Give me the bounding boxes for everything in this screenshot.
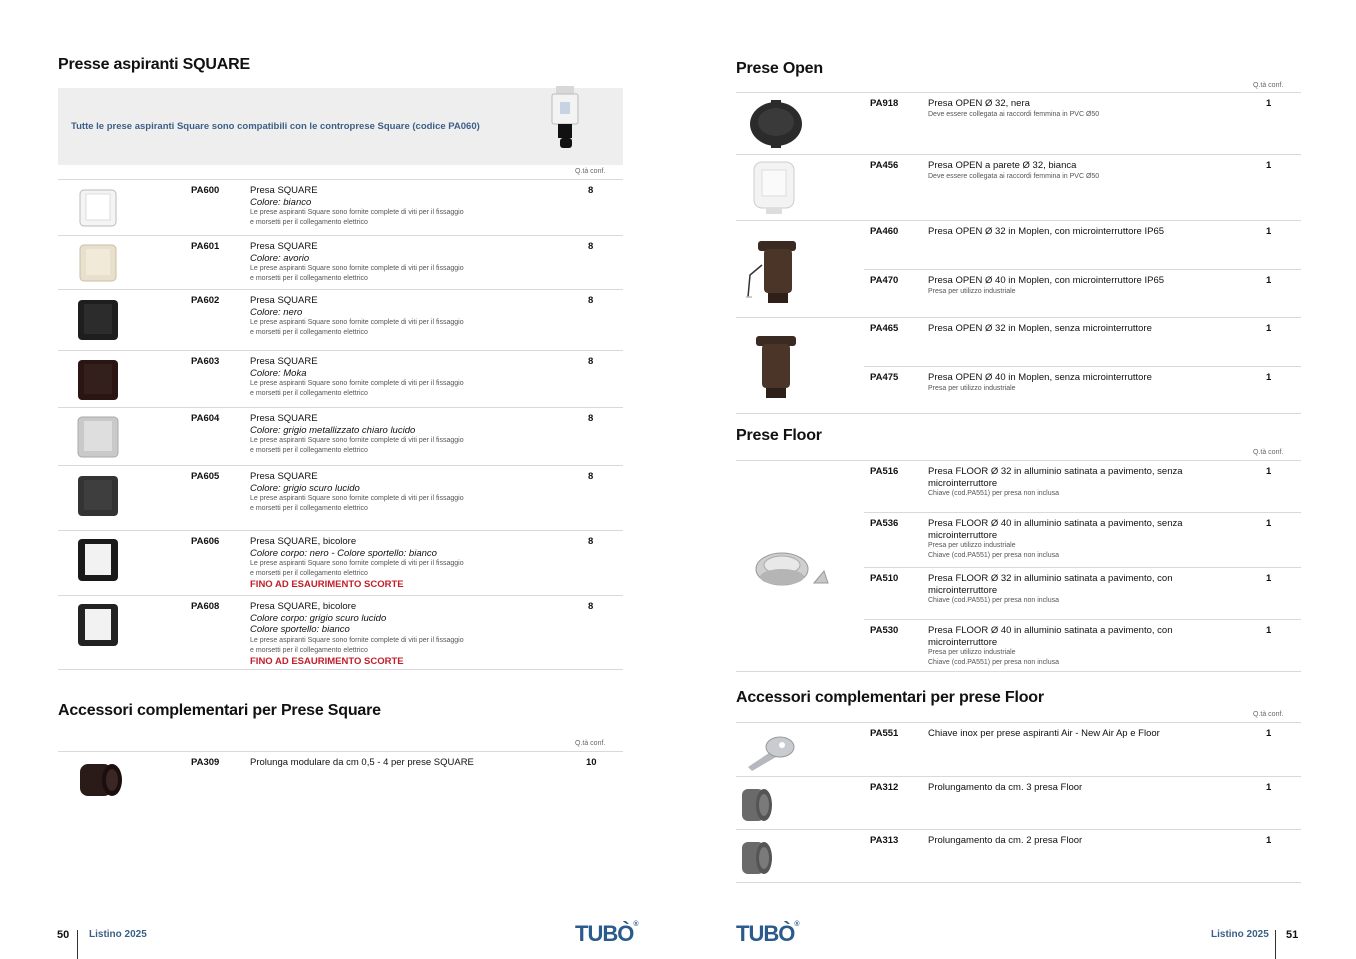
table-row — [736, 776, 1301, 829]
table-row — [58, 179, 623, 235]
product-note: Le prese aspiranti Square sono fornite complete di viti per il fissaggio — [250, 319, 464, 326]
product-code: PA530 — [870, 625, 899, 636]
product-note: e morsetti per il collegamento elettrico — [250, 447, 368, 454]
product-code: PA601 — [191, 241, 220, 252]
stock-warning: FINO AD ESAURIMENTO SCORTE — [250, 655, 404, 667]
right-page — [678, 0, 1356, 959]
product-desc — [250, 413, 550, 456]
product-note: Deve essere collegata ai raccordi femmina in PVC Ø50 — [928, 110, 1100, 118]
product-desc — [250, 601, 570, 667]
product-qty: 8 — [588, 241, 594, 252]
product-note: Deve essere collegata ai raccordi femmina in PVC Ø50 — [928, 172, 1100, 180]
product-note: Presa per utilizzo industriale — [928, 649, 1016, 656]
product-note: e morsetti per il collegamento elettrico — [250, 219, 368, 226]
product-note: Chiave (cod.PA551) per presa non inclusa — [928, 659, 1060, 666]
product-code: PA312 — [870, 782, 899, 793]
product-qty: 1 — [1266, 573, 1272, 584]
listino-label: Listino 2025 — [1211, 929, 1269, 940]
table-row — [736, 154, 1301, 220]
section-title: Presse aspiranti SQUARE — [58, 56, 250, 73]
floor-extension-icon — [738, 836, 778, 878]
open-socket-moplen-icon — [746, 330, 808, 402]
table-row — [58, 595, 623, 670]
footer-divider — [1275, 930, 1276, 959]
product-title: Presa SQUARE — [250, 413, 318, 424]
qta-label: Q.tà conf. — [575, 168, 606, 175]
product-note: Presa per utilizzo industriale — [928, 384, 1016, 392]
compatibility-note — [58, 88, 623, 165]
product-code: PA516 — [870, 466, 899, 477]
product-note: Le prese aspiranti Square sono fornite complete di viti per il fissaggio — [250, 209, 464, 216]
product-title: Presa OPEN Ø 40 in Moplen, con microinterruttore IP65 — [928, 275, 1165, 286]
logo-text: TUBÒ — [575, 921, 634, 946]
product-qty: 1 — [1266, 625, 1272, 636]
product-note: Presa per utilizzo industriale — [928, 542, 1016, 549]
product-title: Presa SQUARE — [250, 241, 318, 252]
product-qty: 1 — [1266, 275, 1272, 286]
square-socket-moka-icon — [74, 356, 122, 404]
square-socket-dark-grey-icon — [74, 472, 122, 520]
product-qty: 8 — [588, 413, 594, 424]
product-title: Prolungamento da cm. 2 presa Floor — [928, 835, 1083, 846]
product-color: Colore: grigio metallizzato chiaro lucido — [250, 424, 416, 436]
table-row — [736, 829, 1301, 883]
product-note: Le prese aspiranti Square sono fornite complete di viti per il fissaggio — [250, 437, 464, 444]
listino-label: Listino 2025 — [89, 929, 147, 940]
product-title: Presa OPEN Ø 32 in Moplen, con microinterruttore IP65 — [928, 226, 1165, 237]
row-divider — [864, 512, 1301, 513]
product-title: Presa FLOOR Ø 32 in alluminio satinata a pavimento, con — [928, 573, 1173, 584]
product-note: Chiave (cod.PA551) per presa non inclusa — [928, 597, 1060, 604]
product-qty: 8 — [588, 471, 594, 482]
product-qty: 8 — [588, 295, 594, 306]
product-note: Le prese aspiranti Square sono fornite complete di viti per il fissaggio — [250, 380, 464, 387]
product-code: PA600 — [191, 185, 220, 196]
product-note: Presa per utilizzo industriale — [928, 287, 1016, 295]
product-color: Colore sportello: bianco — [250, 624, 350, 635]
open-socket-black-icon — [746, 97, 804, 151]
product-title: Presa OPEN a parete Ø 32, bianca — [928, 160, 1077, 171]
product-qty: 8 — [588, 601, 594, 612]
floor-title: Prese Floor — [736, 427, 822, 444]
product-qty: 1 — [1266, 323, 1272, 334]
row-divider — [864, 567, 1301, 568]
product-title: Presa SQUARE — [250, 471, 318, 482]
square-socket-light-grey-icon — [74, 413, 122, 461]
row-divider — [864, 366, 1301, 367]
counter-socket-icon — [548, 84, 588, 156]
product-desc — [928, 466, 1248, 499]
product-note: Le prese aspiranti Square sono fornite complete di viti per il fissaggio — [250, 560, 464, 567]
floor-extension-icon — [738, 783, 778, 825]
product-qty: 1 — [1266, 160, 1272, 171]
product-code: PA313 — [870, 835, 899, 846]
product-title: Prolungamento da cm. 3 presa Floor — [928, 782, 1083, 793]
product-title: Presa SQUARE — [250, 295, 318, 306]
product-color: Colore: nero — [250, 306, 303, 318]
open-socket-moplen-micro-icon — [742, 235, 810, 307]
product-code: PA918 — [870, 98, 899, 109]
table-row — [58, 350, 623, 407]
qta-label: Q.tà conf. — [1253, 449, 1284, 456]
product-code: PA606 — [191, 536, 220, 547]
page-number: 50 — [57, 929, 70, 941]
product-note: Le prese aspiranti Square sono fornite complete di viti per il fissaggio — [250, 636, 464, 644]
product-note: Le prese aspiranti Square sono fornite complete di viti per il fissaggio — [250, 265, 464, 272]
product-title: microinterruttore — [928, 529, 998, 541]
product-desc — [250, 356, 550, 399]
product-desc — [928, 573, 1248, 606]
product-color: Colore: grigio scuro lucido — [250, 482, 360, 494]
product-code: PA608 — [191, 601, 220, 612]
product-desc — [928, 518, 1248, 561]
table-row — [58, 407, 623, 465]
product-desc — [250, 295, 550, 338]
table-row — [58, 530, 623, 595]
product-color: Colore corpo: grigio scuro lucido — [250, 612, 387, 624]
product-title: Chiave inox per prese aspiranti Air - New Air Ap e Floor — [928, 728, 1160, 739]
square-socket-ivory-icon — [76, 241, 120, 285]
table-row-group — [736, 220, 1301, 317]
product-title: Presa SQUARE — [250, 185, 318, 196]
product-code: PA460 — [870, 226, 899, 237]
product-code: PA309 — [191, 757, 220, 768]
product-qty: 1 — [1266, 98, 1272, 109]
product-code: PA510 — [870, 573, 899, 584]
logo-text: TUBÒ — [736, 921, 795, 946]
product-note: Chiave (cod.PA551) per presa non inclusa — [928, 552, 1060, 559]
brand-logo: TUBÒ® — [575, 921, 638, 946]
product-qty: 10 — [586, 757, 597, 768]
product-title: Presa OPEN Ø 32 in Moplen, senza microinterruttore — [928, 323, 1152, 334]
floor-accessories-title: Accessori complementari per prese Floor — [736, 689, 1044, 706]
product-desc — [928, 372, 1268, 394]
product-qty: 1 — [1266, 835, 1272, 846]
product-title: Presa OPEN Ø 40 in Moplen, senza microinterruttore — [928, 372, 1152, 383]
product-title: microinterruttore — [928, 477, 998, 489]
product-code: PA605 — [191, 471, 220, 482]
product-color: Colore: Moka — [250, 367, 307, 379]
floor-socket-icon — [752, 543, 832, 595]
qta-label: Q.tà conf. — [1253, 711, 1284, 718]
product-code: PA456 — [870, 160, 899, 171]
product-color: Colore: bianco — [250, 196, 312, 208]
square-socket-bicolor-icon — [74, 535, 122, 583]
accessories-title: Accessori complementari per Prese Square — [58, 702, 381, 719]
product-qty: 1 — [1266, 728, 1272, 739]
product-qty: 1 — [1266, 226, 1272, 237]
product-desc — [928, 625, 1248, 668]
product-note: e morsetti per il collegamento elettrico — [250, 390, 368, 397]
product-qty: 1 — [1266, 518, 1272, 529]
product-note: e morsetti per il collegamento elettrico — [250, 505, 368, 512]
extension-ring-icon — [74, 756, 128, 802]
product-desc — [928, 275, 1268, 297]
qta-label: Q.tà conf. — [575, 740, 606, 747]
note-text: Tutte le prese aspiranti Square sono compatibili con le controprese Square (codice PA060) — [71, 121, 480, 132]
product-title: microinterruttore — [928, 584, 998, 596]
product-note: Chiave (cod.PA551) per presa non inclusa — [928, 490, 1060, 497]
open-socket-white-icon — [748, 158, 802, 218]
product-title: microinterruttore — [928, 636, 998, 648]
product-code: PA602 — [191, 295, 220, 306]
product-title: Presa SQUARE, bicolore — [250, 536, 357, 547]
product-desc — [250, 185, 550, 228]
product-code: PA465 — [870, 323, 899, 334]
product-note: e morsetti per il collegamento elettrico — [250, 646, 368, 654]
product-qty: 1 — [1266, 466, 1272, 477]
row-divider — [864, 269, 1301, 270]
page-number: 51 — [1286, 929, 1299, 941]
product-title: Presa OPEN Ø 32, nera — [928, 98, 1030, 109]
product-title: Presa FLOOR Ø 32 in alluminio satinata a pavimento, senza — [928, 466, 1183, 477]
product-note: e morsetti per il collegamento elettrico — [250, 329, 368, 336]
product-code: PA475 — [870, 372, 899, 383]
product-desc — [250, 536, 570, 591]
product-title: Presa SQUARE — [250, 356, 318, 367]
product-color: Colore: avorio — [250, 252, 310, 264]
qta-label: Q.tà conf. — [1253, 82, 1284, 89]
product-title: Presa FLOOR Ø 40 in alluminio satinata a pavimento, senza — [928, 518, 1183, 529]
product-desc — [928, 160, 1268, 182]
row-divider — [864, 619, 1301, 620]
square-socket-black-icon — [74, 296, 122, 344]
product-note: e morsetti per il collegamento elettrico — [250, 570, 368, 577]
product-code: PA536 — [870, 518, 899, 529]
product-qty: 1 — [1266, 782, 1272, 793]
table-row — [58, 289, 623, 350]
table-row — [736, 92, 1301, 154]
product-qty: 8 — [588, 185, 594, 196]
product-code: PA551 — [870, 728, 899, 739]
product-desc — [250, 241, 550, 284]
product-qty: 8 — [588, 356, 594, 367]
product-title: Presa SQUARE, bicolore — [250, 601, 357, 612]
product-code: PA603 — [191, 356, 220, 367]
product-desc — [250, 471, 550, 514]
product-title: Presa FLOOR Ø 40 in alluminio satinata a pavimento, con — [928, 625, 1173, 636]
floor-table — [736, 460, 1301, 672]
table-row — [736, 722, 1301, 776]
product-color: Colore corpo: nero - Colore sportello: bianco — [250, 547, 437, 559]
product-desc — [928, 98, 1268, 120]
product-qty: 1 — [1266, 372, 1272, 383]
square-socket-bicolor-grey-icon — [74, 600, 122, 648]
table-row — [58, 465, 623, 530]
product-note: Le prese aspiranti Square sono fornite complete di viti per il fissaggio — [250, 495, 464, 502]
table-row — [58, 751, 623, 807]
key-icon — [744, 729, 800, 773]
square-socket-white-icon — [76, 186, 120, 230]
product-qty: 8 — [588, 536, 594, 547]
stock-warning: FINO AD ESAURIMENTO SCORTE — [250, 579, 404, 590]
footer-divider — [77, 930, 78, 959]
product-note: e morsetti per il collegamento elettrico — [250, 275, 368, 282]
brand-logo: TUBÒ® — [736, 921, 799, 946]
product-code: PA470 — [870, 275, 899, 286]
product-code: PA604 — [191, 413, 220, 424]
section-title: Prese Open — [736, 60, 823, 77]
product-title: Prolunga modulare da cm 0,5 - 4 per prese SQUARE — [250, 757, 474, 768]
table-row — [58, 235, 623, 289]
table-row-group — [736, 317, 1301, 414]
